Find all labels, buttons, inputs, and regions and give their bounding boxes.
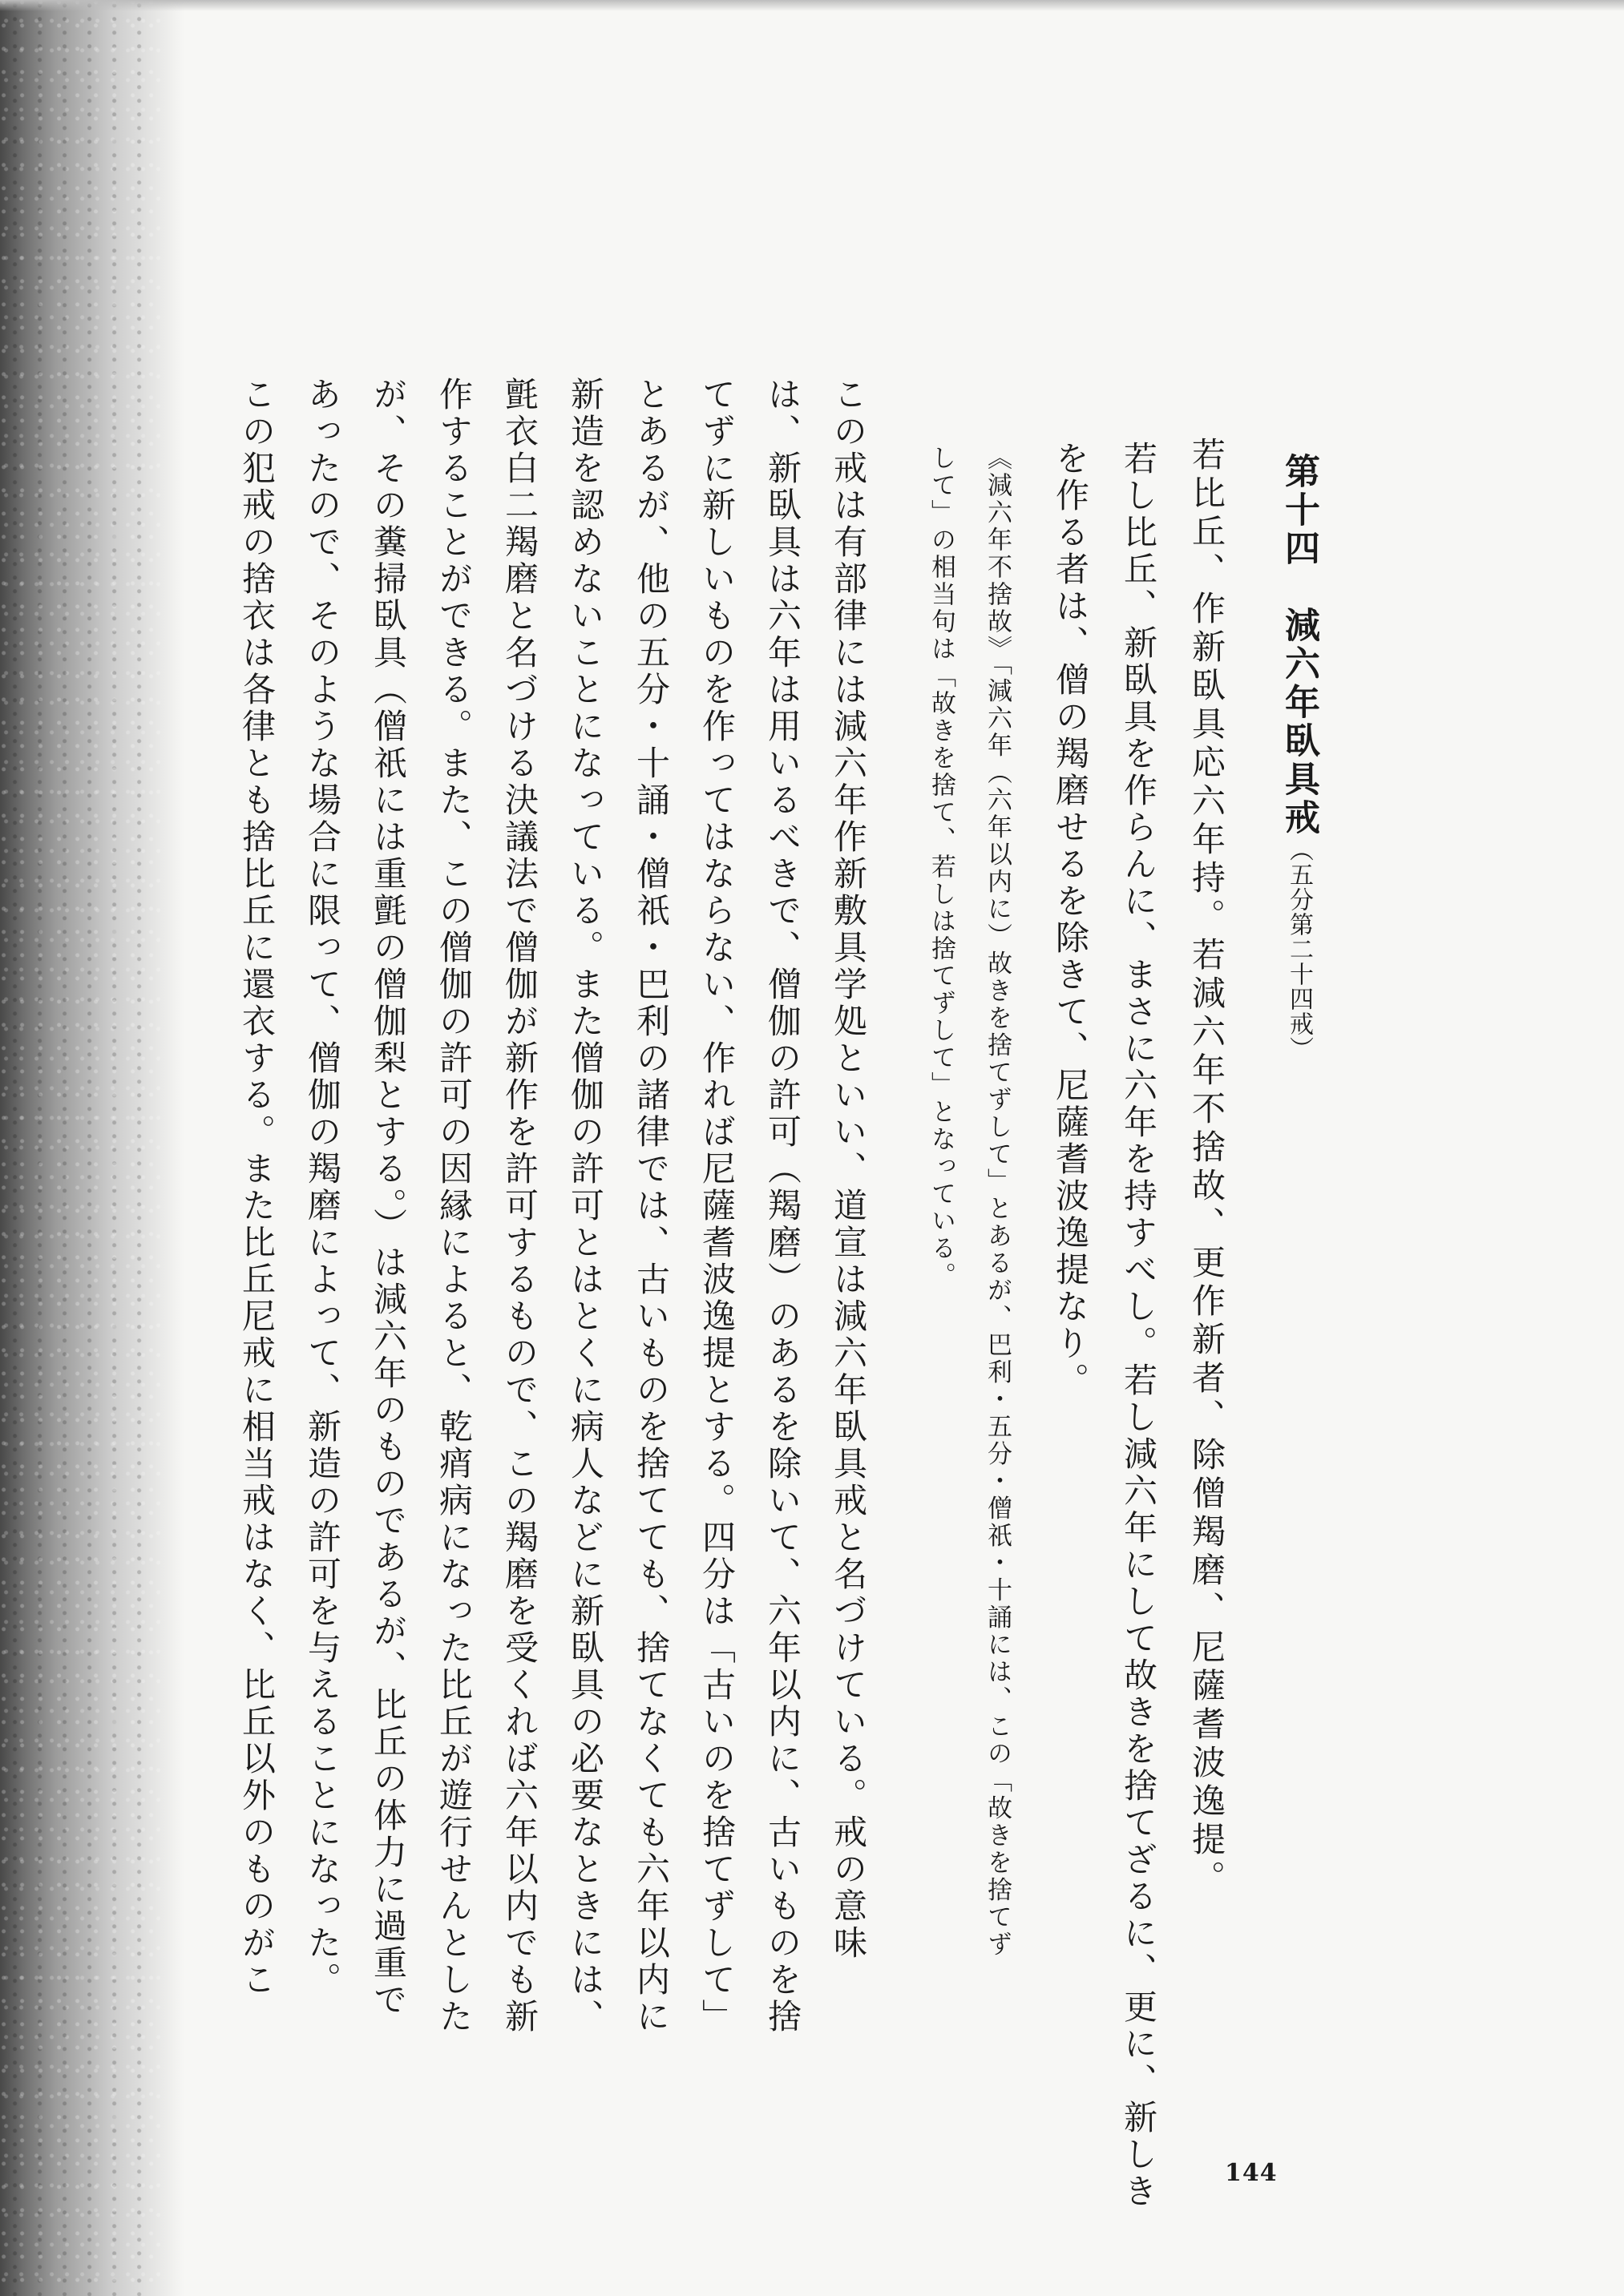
note-line-2: して」の相当句は「故きを捨て、若しは捨てずして」となっている。 — [927, 445, 955, 1289]
body-line-8: が、その糞掃臥具（僧祇には重氈の僧伽梨とする。）は減六年のものであるが、比丘の体力に過重で — [369, 377, 408, 2019]
body-line-7: 作することができる。また、この僧伽の許可の因縁によると、乾痟病になった比丘が遊行せんとした — [434, 377, 474, 2036]
body-line-9: あったので、そのような場合に限って、僧伽の羯磨によって、新造の許可を与えることになった。 — [303, 377, 342, 1999]
body-line-4: とあるが、他の五分・十誦・僧祇・巴利の諸律では、古いものを捨てても、捨てなくても六年以内に — [632, 377, 671, 2036]
body-line-6: 氈衣白二羯磨と名づける決議法で僧伽が新作を許可するもので、この羯磨を受くれば六年以内でも新 — [500, 377, 539, 2036]
body-line-10: この犯戒の捨衣は各律とも捨比丘に還衣する。また比丘尼戒に相当戒はなく、比丘以外のものがこ — [237, 377, 277, 1999]
rule-kanbun: 若比丘、作新臥具応六年持。若減六年不捨故、更作新者、除僧羯磨、尼薩耆波逸提。 — [1187, 437, 1226, 1899]
page-number: 144 — [1225, 2159, 1278, 2187]
scan-noise — [0, 0, 160, 2296]
section-heading — [1275, 453, 1323, 1061]
page-top-edge — [0, 0, 1624, 11]
body-line-2: は、新臥具は六年は用いるべきで、僧伽の許可（羯磨）のあるを除いて、六年以内に、古いものを捨 — [763, 377, 802, 2036]
section-subtitle: （五分第二十四戒） — [1285, 837, 1313, 1061]
section-title: 第十四 減六年臥具戒 — [1279, 453, 1319, 837]
body-line-5: 新造を認めないことになっている。また僧伽の許可とはとくに病人などに新臥具の必要なときには、 — [566, 377, 605, 2036]
rule-translation-line-2: を作る者は、僧の羯磨せるを除きて、尼薩耆波逸提なり。 — [1051, 441, 1090, 1399]
rule-translation-line-1: 若し比丘、新臥具を作らんに、まさに六年を持すべし。若し減六年にして故きを捨てざるに、更に、新しき — [1119, 441, 1158, 2210]
body-line-1: この戒は有部律には減六年作新敷具学処といい、道宣は減六年臥具戒と名づけている。戒の意味 — [829, 377, 868, 1962]
body-line-3: てずに新しいものを作ってはならない、作れば尼薩耆波逸提とする。四分は「古いのを捨てずして」 — [697, 377, 737, 2036]
note-line-1: 《減六年不捨故》「減六年（六年以内に）故きを捨てずして」とあるが、巴利・五分・僧祇・十誦には、この「故きを捨てず — [983, 445, 1012, 1959]
